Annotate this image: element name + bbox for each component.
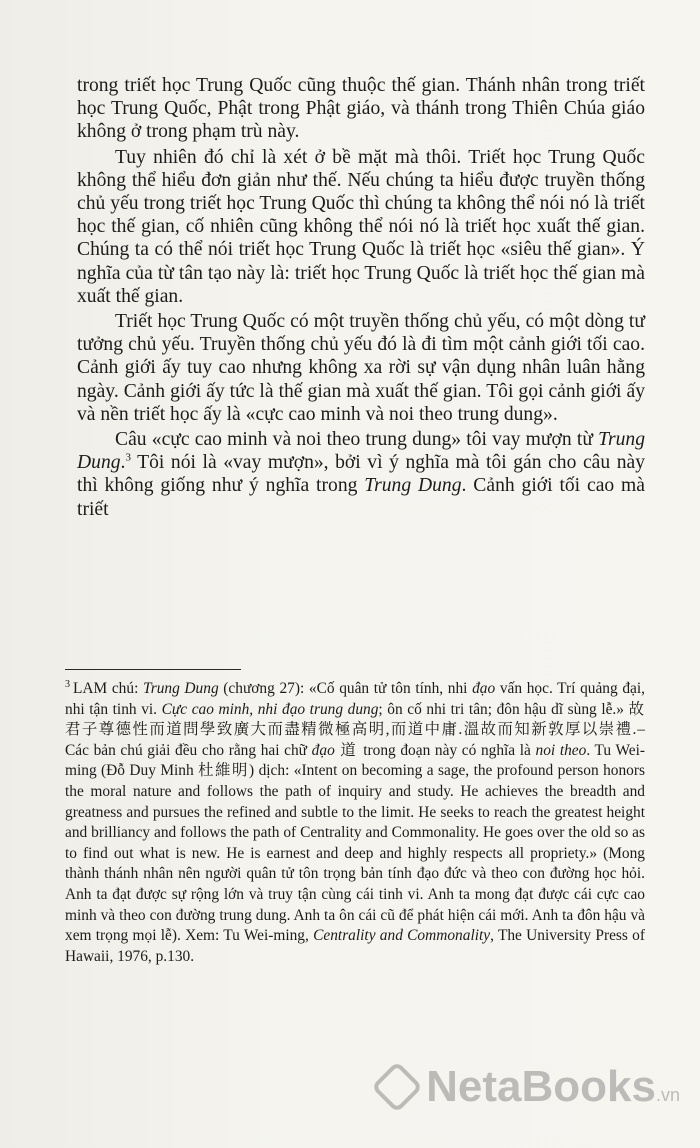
fn-t5: – Các bản chú giải đều cho rằng hai chữ (65, 721, 645, 759)
footnote-ref: 3 (125, 451, 131, 464)
fn-t9: , The University Press of Hawaii, 1976, p.130. (65, 927, 645, 965)
fn-t4: ; ôn cố nhi tri tân; đôn hậu dĩ sùng lễ.» (378, 700, 629, 718)
paragraph-4-text-c: . Cảnh giới tối cao mà triết (77, 475, 645, 520)
footnote (65, 679, 645, 967)
italic-title-trung-dung-2: Trung Dung (364, 475, 462, 497)
paragraph-4: Câu «cực cao minh và noi theo trung dung» tôi vay mượn từ Trung Dung.$^3$ Tôi nói là «vay mượn», bởi vì ý nghĩa mà tôi gán cho câu này thì không giống như ý nghĩa trong Trung Dung. Cảnh giới tối cao mà triết (77, 429, 645, 520)
fn-i5: noi theo (535, 741, 587, 759)
fn-i6: Centrality and Commonality (313, 927, 491, 945)
watermark (374, 1060, 680, 1114)
fn-i2: đạo (472, 680, 496, 697)
fn-cjk-quote: 故君子尊德性而道問學致廣大而盡精微極高明,而道中庸.溫故而知新敦厚以崇禮. (65, 700, 645, 739)
paragraph-2-text: Tuy nhiên đó chỉ là xét ở bề mặt mà thôi. Triết học Trung Quốc không thể hiểu đơn giản như thế. Nếu chúng ta hiểu được truyền thống chủ yếu trong triết học Trung Quốc thì chúng ta không thể nói nó là triết học thế gian, cố nhiên cũng không thể nói nó là triết học xuất thế gian. Chúng ta có thể nói triết học Trung Quốc là triết học «siêu thế gian». Ý nghĩa của từ tân tạo này là: triết học Trung Quốc là triết học thế gian mà xuất thế gian. (77, 146, 645, 307)
paragraph-1 (77, 74, 645, 144)
main-text (77, 74, 645, 521)
fn-t1: LAM chú: (73, 680, 143, 697)
italic-title-trung-dung: Trung Dung (77, 429, 645, 474)
paragraph-3 (77, 310, 645, 426)
paragraph-1-text: trong triết học Trung Quốc cũng thuộc thế gian. Thánh nhân trong triết học Trung Quốc, Phật trong Phật giáo, và thánh trong Thiên Chúa giáo không ở trong phạm trù này. (77, 75, 645, 143)
fn-t7: . Tu Wei-ming (Đỗ Duy Minh (65, 741, 645, 780)
fn-t2: (chương 27): «Cố quân tử tôn tính, nhi (218, 680, 473, 697)
fn-t3: vấn học. Trí quảng đại, nhi tận tinh vi. (65, 680, 645, 718)
fn-cjk-name: 杜維明 (198, 762, 250, 780)
paragraph-4-text-a: Câu «cực cao minh và noi theo trung dung» tôi vay mượn từ (115, 429, 599, 451)
footnote-rule (65, 669, 241, 670)
paragraph-3-text: Triết học Trung Quốc có một truyền thống chủ yếu, có một dòng tư tưởng chủ yếu. Truyền thống chủ yếu đó là đi tìm một cảnh giới tối cao. Cảnh giới ấy tuy cao nhưng không xa rời sự vận dụng nhân luân hằng ngày. Cảnh giới ấy tức là thế gian mà xuất thế gian. Tôi gọi cảnh giới ấy và nền triết học ấy là «cực cao minh và noi theo trung dung». (77, 311, 645, 425)
fn-t8: ) dịch: «Intent on becoming a sage, the profound person honors the moral nature and follows the path of inquiry and study. He achieves the breadth and greatness and pursues the refined and subtle to the limit. He seeks to reach the greatest height and brilliancy and follows the path of Centrality and Commonality. He goes over the old so as to find out what is new. He is earnest and deep and highly respects all propriety.» (Mong thành thánh nhân nên người quân tử tôn trọng bản tính đạo đức và theo con đường học hỏi. Anh ta đạt được sự rộng lớn và truy tận cùng cái tinh vi. Anh ta mong đạt được cái cực cao minh và theo con đường trung dung. Anh ta ôn cái cũ để phát hiện cái mới. Anh ta đôn hậu và xem trọng mọi lễ). Xem: Tu Wei-ming, (65, 762, 645, 945)
watermark-brand: NetaBooks (426, 1062, 656, 1111)
paragraph-2 (77, 146, 645, 308)
watermark-suffix: .vn (655, 1085, 680, 1105)
netabooks-logo-icon (371, 1061, 423, 1113)
fn-i3: Cực cao minh, nhi đạo trung dung (161, 700, 379, 718)
fn-i4: đạo (311, 741, 335, 759)
fn-t6: trong đoạn này có nghĩa là (363, 741, 536, 759)
paragraph-4-text-b: Tôi nói là «vay mượn», bởi vì ý nghĩa mà tôi gán cho câu này thì không giống như ý nghĩa trong (77, 452, 645, 497)
footnote-number: 3 (65, 678, 70, 690)
fn-i1: Trung Dung (143, 680, 219, 697)
footnote-text (65, 679, 645, 967)
fn-cjk-dao: 道 (334, 741, 364, 759)
